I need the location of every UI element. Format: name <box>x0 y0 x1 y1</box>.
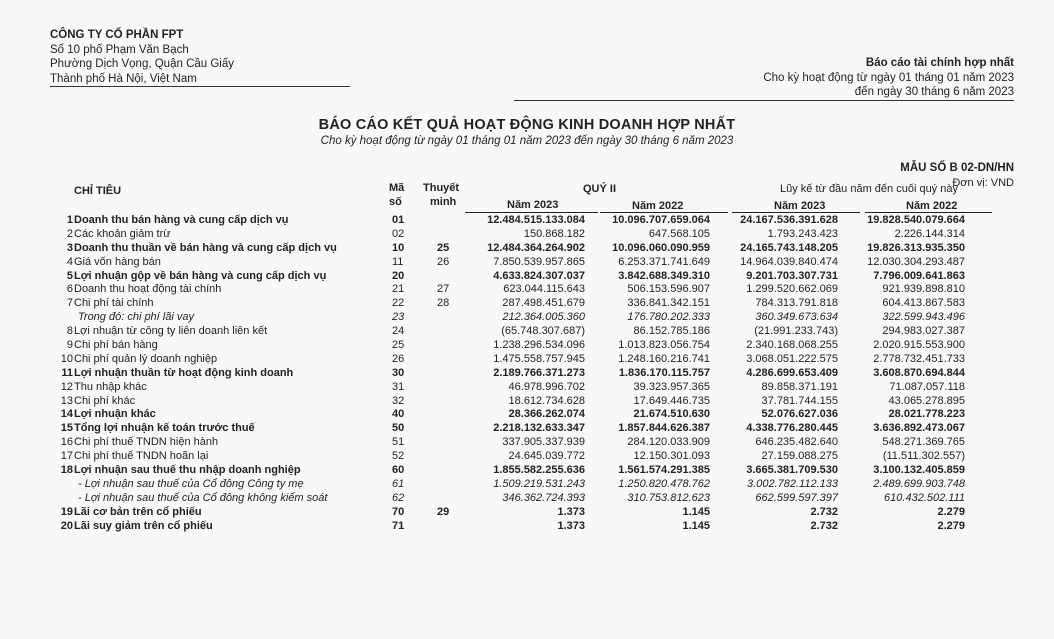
value-q2-2023: 212.364.005.360 <box>502 311 585 324</box>
row-label: Thu nhập khác <box>74 380 147 393</box>
table-row <box>0 325 1054 339</box>
row-number: 2 <box>66 227 73 240</box>
row-code: 26 <box>392 352 405 365</box>
row-label: Chi phí khác <box>74 394 136 407</box>
value-ytd-2022: 604.413.867.583 <box>882 297 965 310</box>
row-code: 25 <box>392 339 405 352</box>
value-ytd-2023: 89.858.371.191 <box>761 380 838 393</box>
column-underline <box>732 212 860 213</box>
row-number: 20 <box>60 519 73 532</box>
table-row <box>0 311 1054 325</box>
row-code: 23 <box>392 311 405 324</box>
value-ytd-2023: 646.235.482.640 <box>755 436 838 449</box>
form-code: MẪU SỐ B 02-DN/HN <box>900 162 1014 174</box>
table-row <box>0 228 1054 242</box>
row-label: Lợi nhuận từ công ty liên doanh liên kết <box>74 325 268 338</box>
value-ytd-2023: 2.732 <box>810 505 838 518</box>
value-ytd-2023: 14.964.039.840.474 <box>740 255 838 268</box>
value-ytd-2023: 37.781.744.155 <box>761 394 838 407</box>
row-number: 16 <box>60 436 73 449</box>
row-label: - Lợi nhuận sau thuế của Cổ đông không kiểm soát <box>78 491 328 504</box>
value-ytd-2022: 3.100.132.405.859 <box>873 464 965 477</box>
row-label: Doanh thu bán hàng và cung cấp dịch vụ <box>74 214 289 226</box>
value-q2-2022: 86.152.785.186 <box>633 325 710 338</box>
value-q2-2023: 2.189.766.371.273 <box>493 366 585 379</box>
value-ytd-2022: 19.828.540.079.664 <box>867 214 965 226</box>
row-label: Lãi cơ bản trên cổ phiếu <box>74 505 202 518</box>
column-header-indicator: CHỈ TIÊU <box>74 185 122 197</box>
value-ytd-2023: 3.002.782.112.133 <box>747 477 838 490</box>
statement-title: BÁO CÁO KẾT QUẢ HOẠT ĐỘNG KINH DOANH HỢP NHẤT <box>318 117 736 133</box>
row-note: 26 <box>437 255 450 268</box>
value-q2-2022: 647.568.105 <box>648 227 710 240</box>
table-row <box>0 520 1054 534</box>
value-q2-2023: (65.748.307.687) <box>501 325 585 338</box>
column-header-note-2: minh <box>430 196 457 208</box>
table-row <box>0 408 1054 422</box>
report-period-line: Cho kỳ hoạt động từ ngày 01 tháng 01 năm 2023 <box>763 71 1014 84</box>
row-label: Doanh thu thuần về bán hàng và cung cấp dịch vụ <box>74 241 337 254</box>
row-number: 10 <box>60 352 73 365</box>
currency-unit: Đơn vị: VND <box>952 177 1014 189</box>
row-label: Chi phí bán hàng <box>74 339 158 352</box>
value-ytd-2022: 71.087.057.118 <box>889 380 965 393</box>
value-ytd-2022: 43.065.278.895 <box>888 394 965 407</box>
table-row <box>0 506 1054 520</box>
value-q2-2023: 1.373 <box>557 505 585 518</box>
value-q2-2022: 6.253.371.741.649 <box>618 255 710 268</box>
value-ytd-2023: 27.159.088.275 <box>761 450 838 463</box>
statement-subtitle: Cho kỳ hoạt động từ ngày 01 tháng 01 năm 2023 đến ngày 30 tháng 6 năm 2023 <box>320 135 734 147</box>
row-code: 32 <box>392 394 405 407</box>
income-statement-table <box>0 214 1054 533</box>
value-q2-2023: 623.044.115.643 <box>503 283 585 296</box>
value-ytd-2023: 4.286.699.653.409 <box>746 366 838 379</box>
value-q2-2022: 10.096.060.090.959 <box>612 241 710 254</box>
row-note: 25 <box>437 241 450 254</box>
value-q2-2022: 310.753.812.623 <box>627 491 710 504</box>
value-q2-2023: 1.855.582.255.636 <box>493 464 585 477</box>
table-row <box>0 214 1054 228</box>
value-ytd-2022: 2.279 <box>937 505 965 518</box>
value-ytd-2022: 921.939.898.810 <box>882 283 965 296</box>
value-q2-2022: 1.857.844.626.387 <box>618 422 710 435</box>
row-label: Doanh thu hoạt động tài chính <box>74 283 222 296</box>
row-code: 52 <box>392 450 405 463</box>
value-ytd-2023: 9.201.703.307.731 <box>746 269 838 282</box>
table-row <box>0 242 1054 256</box>
value-ytd-2023: 1.793.243.423 <box>767 227 838 240</box>
row-code: 50 <box>392 422 405 435</box>
row-label: Lợi nhuận khác <box>74 408 156 421</box>
value-q2-2023: 287.498.451.679 <box>502 297 585 310</box>
row-number: 19 <box>60 505 73 518</box>
value-ytd-2023: 52.076.627.036 <box>761 408 838 421</box>
table-row <box>0 339 1054 353</box>
value-q2-2022: 1.250.820.478.762 <box>618 477 710 490</box>
value-q2-2022: 12.150.301.093 <box>633 450 710 463</box>
value-q2-2022: 1.836.170.115.757 <box>618 366 710 379</box>
row-note: 28 <box>437 297 450 310</box>
value-ytd-2023: 1.299.520.662.069 <box>746 283 838 296</box>
row-code: 24 <box>392 325 405 338</box>
row-number: 18 <box>60 464 73 477</box>
row-number: 13 <box>60 394 73 407</box>
value-q2-2023: 337.905.337.939 <box>502 436 585 449</box>
value-ytd-2023: 24.167.536.391.628 <box>740 214 838 226</box>
row-code: 21 <box>392 283 405 296</box>
value-ytd-2023: 662.599.597.397 <box>755 491 838 504</box>
row-label: Trong đó: chi phí lãi vay <box>78 311 194 324</box>
value-ytd-2022: 2.279 <box>937 519 965 532</box>
value-q2-2023: 2.218.132.633.347 <box>493 422 585 435</box>
row-number: 11 <box>61 366 73 379</box>
row-code: 60 <box>392 464 405 477</box>
row-label: Chi phí tài chính <box>74 297 154 310</box>
value-q2-2023: 1.238.296.534.096 <box>493 339 585 352</box>
value-ytd-2022: 294.983.027.387 <box>882 325 965 338</box>
row-code: 31 <box>392 380 405 393</box>
table-row <box>0 297 1054 311</box>
table-row <box>0 478 1054 492</box>
column-underline <box>465 212 598 213</box>
row-number: 17 <box>60 450 73 463</box>
value-q2-2023: 4.633.824.307.037 <box>493 269 585 282</box>
value-ytd-2022: 2.778.732.451.733 <box>873 352 965 365</box>
value-q2-2022: 284.120.033.909 <box>627 436 710 449</box>
value-q2-2023: 46.978.996.702 <box>508 380 585 393</box>
row-code: 62 <box>392 491 405 504</box>
value-ytd-2023: 4.338.776.280.445 <box>746 422 838 435</box>
value-ytd-2022: 12.030.304.293.487 <box>867 255 965 268</box>
table-row <box>0 450 1054 464</box>
value-q2-2022: 1.145 <box>682 519 710 532</box>
column-group-ytd: Lũy kế từ đầu năm đến cuối quý này <box>780 183 958 195</box>
column-header-ytd2023: Năm 2023 <box>774 200 826 212</box>
table-row <box>0 283 1054 297</box>
table-row <box>0 492 1054 506</box>
value-ytd-2023: 3.665.381.709.530 <box>746 464 838 477</box>
row-code: 51 <box>392 436 405 449</box>
value-q2-2022: 1.013.823.056.754 <box>618 339 710 352</box>
row-number: 7 <box>66 297 73 310</box>
row-label: Chi phí quản lý doanh nghiệp <box>74 352 218 365</box>
value-ytd-2023: 360.349.673.634 <box>755 311 838 324</box>
value-ytd-2022: 2.020.915.553.900 <box>873 339 965 352</box>
table-row <box>0 367 1054 381</box>
row-label: - Lợi nhuận sau thuế của Cổ đông Công ty mẹ <box>78 477 304 490</box>
row-number: 4 <box>66 255 73 268</box>
column-header-ytd2022: Năm 2022 <box>906 200 958 212</box>
value-q2-2022: 1.561.574.291.385 <box>618 464 710 477</box>
value-q2-2022: 176.780.202.333 <box>627 311 710 324</box>
row-code: 10 <box>392 241 405 254</box>
report-type: Báo cáo tài chính hợp nhất <box>865 57 1014 69</box>
value-ytd-2022: 3.608.870.694.844 <box>873 366 965 379</box>
value-q2-2022: 1.248.160.216.741 <box>618 352 710 365</box>
value-ytd-2023: (21.991.233.743) <box>754 325 838 338</box>
value-ytd-2022: 548.271.369.765 <box>882 436 965 449</box>
value-q2-2023: 24.645.039.772 <box>508 450 585 463</box>
value-ytd-2023: 2.340.168.068.255 <box>746 339 838 352</box>
row-code: 02 <box>392 227 405 240</box>
value-ytd-2023: 2.732 <box>810 519 838 532</box>
row-number: 6 <box>66 283 73 296</box>
row-label: Giá vốn hàng bán <box>74 255 161 268</box>
row-label: Lợi nhuận sau thuế thu nhập doanh nghiệp <box>74 464 301 477</box>
row-number: 9 <box>66 339 73 352</box>
row-code: 22 <box>392 297 405 310</box>
value-q2-2022: 10.096.707.659.064 <box>612 214 710 226</box>
column-header-q2022: Năm 2022 <box>632 200 684 212</box>
value-q2-2022: 3.842.688.349.310 <box>618 269 710 282</box>
row-number: 5 <box>66 269 73 282</box>
row-number: 1 <box>66 214 73 226</box>
row-number: 14 <box>60 408 73 421</box>
row-number: 8 <box>66 325 73 338</box>
row-label: Các khoản giảm trừ <box>74 227 171 240</box>
row-note: 27 <box>437 283 450 296</box>
value-q2-2022: 1.145 <box>682 505 710 518</box>
row-number: 15 <box>60 422 73 435</box>
company-name: CÔNG TY CỔ PHẦN FPT <box>50 29 184 41</box>
value-ytd-2022: 322.599.943.496 <box>882 311 965 324</box>
value-q2-2022: 39.323.957.365 <box>633 380 710 393</box>
column-underline <box>865 212 992 213</box>
row-label: Lợi nhuận thuần từ hoạt động kinh doanh <box>74 366 294 379</box>
value-q2-2023: 7.850.539.957.865 <box>493 255 585 268</box>
value-q2-2022: 21.674.510.630 <box>633 408 710 421</box>
value-q2-2023: 18.612.734.628 <box>508 394 585 407</box>
value-ytd-2022: 2.489.699.903.748 <box>873 477 965 490</box>
value-ytd-2022: 3.636.892.473.067 <box>873 422 965 435</box>
value-q2-2022: 17.649.446.735 <box>633 394 710 407</box>
row-label: Chi phí thuế TNDN hiện hành <box>74 436 219 449</box>
table-row <box>0 422 1054 436</box>
table-row <box>0 256 1054 270</box>
column-header-code: Mã <box>389 182 405 194</box>
table-row <box>0 381 1054 395</box>
company-info <box>50 28 350 87</box>
row-code: 40 <box>392 408 405 421</box>
table-row <box>0 270 1054 284</box>
table-row <box>0 353 1054 367</box>
row-label: Lãi suy giảm trên cổ phiếu <box>74 519 213 532</box>
value-q2-2022: 336.841.342.151 <box>627 297 710 310</box>
column-header-note: Thuyết <box>423 182 460 194</box>
value-ytd-2022: 610.432.502.111 <box>884 491 965 504</box>
row-number: 3 <box>66 241 73 254</box>
column-underline <box>600 212 728 213</box>
value-ytd-2023: 24.165.743.148.205 <box>740 241 838 254</box>
row-number: 12 <box>60 380 73 393</box>
value-ytd-2022: 28.021.778.223 <box>888 408 965 421</box>
row-code: 61 <box>392 477 405 490</box>
value-q2-2023: 150.868.182 <box>523 227 585 240</box>
value-q2-2023: 346.362.724.393 <box>502 491 585 504</box>
company-address-line: Phường Dịch Vọng, Quận Cầu Giấy <box>50 58 235 70</box>
row-code: 30 <box>392 366 405 379</box>
column-header-code-2: số <box>389 196 402 208</box>
row-code: 11 <box>392 255 404 268</box>
row-label: Tổng lợi nhuận kế toán trước thuế <box>74 422 255 435</box>
company-address-line: Thành phố Hà Nội, Việt Nam <box>50 72 350 88</box>
row-label: Lợi nhuận gộp về bán hàng và cung cấp dịch vụ <box>74 269 327 282</box>
company-address-line: Số 10 phố Phạm Văn Bạch <box>50 43 189 56</box>
row-code: 71 <box>392 519 405 532</box>
value-ytd-2022: 7.796.009.641.863 <box>873 269 965 282</box>
value-q2-2023: 12.484.364.264.902 <box>487 241 585 254</box>
value-q2-2023: 28.366.262.074 <box>508 408 585 421</box>
report-period-line: đến ngày 30 tháng 6 năm 2023 <box>514 85 1014 101</box>
column-group-quarter: QUÝ II <box>583 183 617 195</box>
value-q2-2023: 12.484.515.133.084 <box>487 214 585 226</box>
column-header-q2023: Năm 2023 <box>507 199 559 211</box>
value-q2-2023: 1.475.558.757.945 <box>493 352 585 365</box>
table-row <box>0 436 1054 450</box>
row-label: Chi phí thuế TNDN hoãn lại <box>74 450 209 463</box>
value-q2-2023: 1.509.219.531.243 <box>493 477 585 490</box>
value-ytd-2023: 3.068.051.222.575 <box>746 352 838 365</box>
value-ytd-2022: 19.826.313.935.350 <box>867 241 965 254</box>
report-header <box>514 56 1014 101</box>
value-q2-2023: 1.373 <box>557 519 585 532</box>
table-row <box>0 395 1054 409</box>
row-note: 29 <box>437 505 450 518</box>
value-ytd-2023: 784.313.791.818 <box>755 297 838 310</box>
table-row <box>0 464 1054 478</box>
row-code: 20 <box>392 269 405 282</box>
row-code: 01 <box>392 214 405 226</box>
value-q2-2022: 506.153.596.907 <box>627 283 710 296</box>
value-ytd-2022: 2.226.144.314 <box>894 227 965 240</box>
row-code: 70 <box>392 505 405 518</box>
value-ytd-2022: (11.511.302.557) <box>882 450 965 463</box>
